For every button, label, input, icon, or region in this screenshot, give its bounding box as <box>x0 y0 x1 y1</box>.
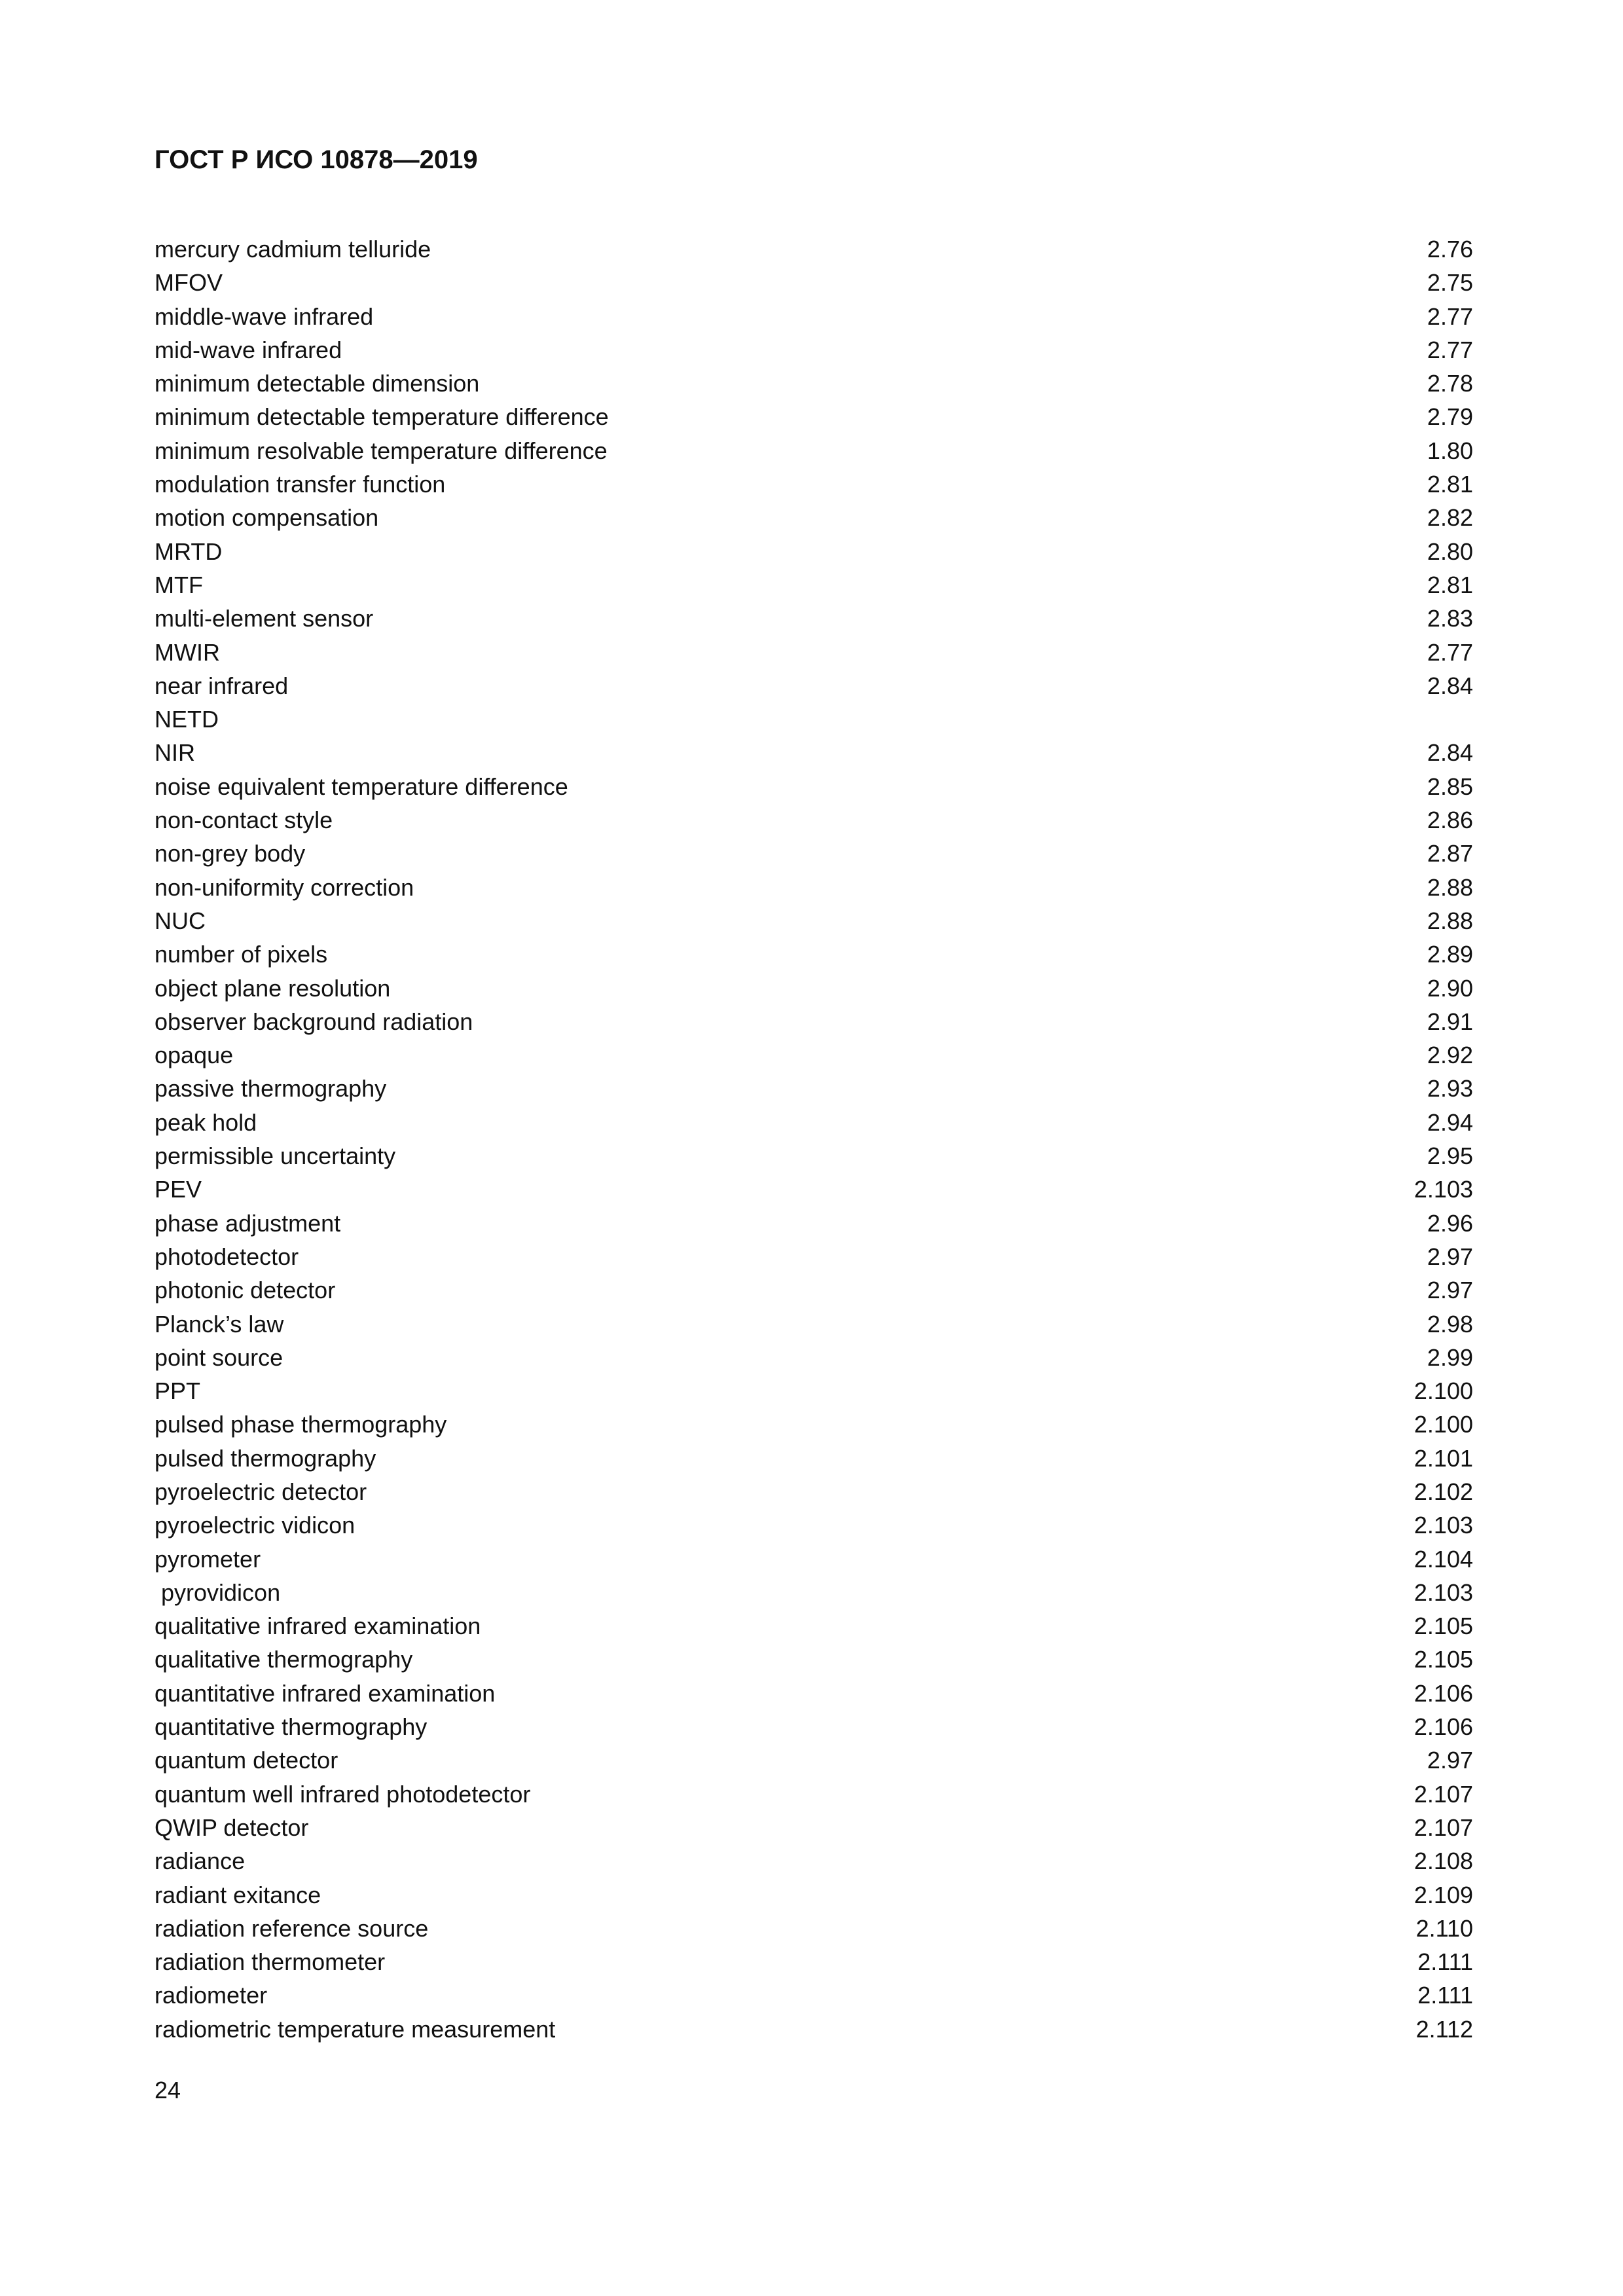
index-entry <box>155 501 1473 534</box>
index-entry <box>155 535 1473 568</box>
index-term: MFOV <box>155 269 223 297</box>
index-term: peak hold <box>155 1108 257 1136</box>
index-entry <box>155 871 1473 904</box>
index-term: QWIP detector <box>155 1813 309 1841</box>
index-term: PEV <box>155 1176 202 1203</box>
document-header: ГОСТ Р ИСО 10878—2019 <box>155 145 478 174</box>
index-term: radiant exitance <box>155 1881 321 1908</box>
index-term: quantum well infrared photodetector <box>155 1780 531 1808</box>
index-entry <box>155 1777 1473 1811</box>
index-reference: 2.102 <box>1413 1478 1473 1505</box>
index-term: mid-wave infrared <box>155 336 342 363</box>
index-reference: 2.93 <box>1427 1075 1473 1102</box>
index-term: Planck’s law <box>155 1310 284 1338</box>
index-entry <box>155 1442 1473 1475</box>
index-term: quantum detector <box>155 1747 338 1774</box>
index-reference: 2.78 <box>1427 370 1473 397</box>
index-entry <box>155 1542 1473 1576</box>
index-reference: 2.85 <box>1427 773 1473 800</box>
index-reference: 2.90 <box>1427 974 1473 1002</box>
index-entry <box>155 770 1473 803</box>
index-reference: 2.106 <box>1413 1713 1473 1741</box>
index-reference: 2.88 <box>1427 907 1473 934</box>
index-term: MRTD <box>155 538 223 565</box>
index-term: minimum resolvable temperature difference <box>155 437 608 464</box>
index-term: photonic detector <box>155 1277 336 1304</box>
index-reference: 2.91 <box>1427 1008 1473 1035</box>
index-term: quantitative thermography <box>155 1713 428 1741</box>
index-term: pyrometer <box>155 1545 261 1573</box>
index-reference: 2.77 <box>1427 302 1473 330</box>
index-term: radiance <box>155 1848 246 1875</box>
index-reference: 2.105 <box>1413 1613 1473 1640</box>
index-entry <box>155 300 1473 333</box>
index-term: phase adjustment <box>155 1209 341 1237</box>
index-reference: 2.112 <box>1415 2015 1473 2043</box>
index-reference: 2.96 <box>1427 1209 1473 1237</box>
index-term: pyrovidicon <box>155 1578 281 1606</box>
index-term: point source <box>155 1343 283 1371</box>
index-entry <box>155 467 1473 501</box>
index-entry <box>155 1408 1473 1441</box>
index-entry <box>155 837 1473 870</box>
index-entry <box>155 803 1473 837</box>
index-term: qualitative thermography <box>155 1646 413 1673</box>
index-reference: 2.103 <box>1413 1512 1473 1539</box>
index-reference: 2.104 <box>1413 1545 1473 1573</box>
index-reference: 2.81 <box>1427 571 1473 598</box>
index-term: object plane resolution <box>155 974 391 1002</box>
index-reference: 2.103 <box>1413 1176 1473 1203</box>
index-entry <box>155 1609 1473 1643</box>
index-entry <box>155 1945 1473 1978</box>
index-term: observer background radiation <box>155 1008 473 1035</box>
index-reference: 2.94 <box>1427 1108 1473 1136</box>
index-reference: 2.98 <box>1427 1310 1473 1338</box>
index-reference: 2.107 <box>1413 1813 1473 1841</box>
index-reference: 2.95 <box>1427 1142 1473 1170</box>
index-term: radiometer <box>155 1982 268 2009</box>
index-term: multi-element sensor <box>155 605 374 632</box>
index-term: PPT <box>155 1377 201 1405</box>
index-entry <box>155 1710 1473 1743</box>
index-reference: 2.77 <box>1427 638 1473 666</box>
index-term: non-contact style <box>155 807 333 834</box>
index-entry <box>155 1475 1473 1508</box>
index-entry <box>155 736 1473 769</box>
index-entry <box>155 2013 1473 2046</box>
index-entry <box>155 1978 1473 2012</box>
index-entry <box>155 1273 1473 1307</box>
index-term: MTF <box>155 571 203 598</box>
index-term: NIR <box>155 739 195 767</box>
index-term: NUC <box>155 907 206 934</box>
index-term: number of pixels <box>155 941 328 968</box>
index-term: mercury cadmium telluride <box>155 236 431 263</box>
index-reference: 2.99 <box>1427 1343 1473 1371</box>
index-term: permissible uncertainty <box>155 1142 396 1170</box>
index-reference: 2.109 <box>1413 1881 1473 1908</box>
index-reference: 2.88 <box>1427 873 1473 901</box>
index-reference: 2.92 <box>1427 1042 1473 1069</box>
index-entry <box>155 1912 1473 1945</box>
index-reference: 1.80 <box>1427 437 1473 464</box>
index-entry <box>155 1811 1473 1844</box>
index-reference: 2.79 <box>1427 403 1473 431</box>
index-entry <box>155 232 1473 266</box>
index-entry <box>155 367 1473 400</box>
index-term: middle-wave infrared <box>155 302 374 330</box>
index-entry <box>155 1576 1473 1609</box>
index-term: radiometric temperature measurement <box>155 2015 556 2043</box>
index-reference: 2.97 <box>1427 1243 1473 1270</box>
index-entry <box>155 266 1473 299</box>
index-reference: 2.84 <box>1427 739 1473 767</box>
index-term: pulsed thermography <box>155 1444 376 1472</box>
index-entry <box>155 1240 1473 1273</box>
index-entry <box>155 1878 1473 1912</box>
index-reference: 2.97 <box>1427 1277 1473 1304</box>
index-reference: 2.80 <box>1427 538 1473 565</box>
index-entry <box>155 1677 1473 1710</box>
term-index-list <box>155 232 1473 2046</box>
index-entry <box>155 1374 1473 1408</box>
index-entry <box>155 1341 1473 1374</box>
index-entry <box>155 1072 1473 1105</box>
index-entry <box>155 1307 1473 1341</box>
index-reference: 2.76 <box>1427 236 1473 263</box>
index-reference: 2.84 <box>1427 672 1473 699</box>
index-entry <box>155 568 1473 602</box>
index-entry <box>155 1844 1473 1878</box>
index-term: noise equivalent temperature difference <box>155 773 568 800</box>
index-reference: 2.97 <box>1427 1747 1473 1774</box>
index-entry <box>155 1643 1473 1676</box>
index-reference: 2.110 <box>1415 1914 1473 1942</box>
index-entry <box>155 1508 1473 1542</box>
index-reference: 2.100 <box>1413 1377 1473 1405</box>
index-entry <box>155 1038 1473 1072</box>
index-term: radiation thermometer <box>155 1948 386 1976</box>
index-entry <box>155 434 1473 467</box>
index-entry <box>155 333 1473 367</box>
index-reference: 2.86 <box>1427 807 1473 834</box>
index-reference: 2.77 <box>1427 336 1473 363</box>
index-term: non-grey body <box>155 840 306 867</box>
index-term: pyroelectric vidicon <box>155 1512 356 1539</box>
index-entry <box>155 1106 1473 1139</box>
index-entry <box>155 636 1473 669</box>
index-entry <box>155 938 1473 971</box>
index-reference: 2.105 <box>1413 1646 1473 1673</box>
index-term: pulsed phase thermography <box>155 1411 447 1438</box>
index-term: NETD <box>155 706 219 733</box>
index-reference: 2.111 <box>1417 1982 1473 2009</box>
index-term: modulation transfer function <box>155 471 446 498</box>
index-term: non-uniformity correction <box>155 873 414 901</box>
index-term: passive thermography <box>155 1075 387 1102</box>
index-reference: 2.81 <box>1427 471 1473 498</box>
index-entry <box>155 1173 1473 1206</box>
index-term: minimum detectable temperature difference <box>155 403 609 431</box>
index-entry <box>155 904 1473 938</box>
index-entry <box>155 1005 1473 1038</box>
index-term: quantitative infrared examination <box>155 1679 496 1707</box>
index-reference: 2.87 <box>1427 840 1473 867</box>
index-reference: 2.83 <box>1427 605 1473 632</box>
index-entry <box>155 972 1473 1005</box>
index-entry <box>155 702 1473 736</box>
index-entry <box>155 1743 1473 1777</box>
index-entry <box>155 1139 1473 1173</box>
index-entry <box>155 1207 1473 1240</box>
index-reference: 2.75 <box>1427 269 1473 297</box>
index-reference: 2.103 <box>1413 1578 1473 1606</box>
index-term: qualitative infrared examination <box>155 1613 481 1640</box>
index-reference: 2.82 <box>1427 504 1473 532</box>
index-reference: 2.106 <box>1413 1679 1473 1707</box>
index-entry <box>155 400 1473 433</box>
index-reference: 2.108 <box>1413 1848 1473 1875</box>
index-reference: 2.107 <box>1413 1780 1473 1808</box>
index-reference: 2.111 <box>1417 1948 1473 1976</box>
index-term: near infrared <box>155 672 289 699</box>
index-term: photodetector <box>155 1243 299 1270</box>
index-term: pyroelectric detector <box>155 1478 367 1505</box>
index-term: motion compensation <box>155 504 379 532</box>
index-reference: 2.101 <box>1413 1444 1473 1472</box>
index-term: MWIR <box>155 638 220 666</box>
page-number: 24 <box>155 2077 181 2104</box>
index-term: opaque <box>155 1042 234 1069</box>
index-term: minimum detectable dimension <box>155 370 480 397</box>
index-reference: 2.89 <box>1427 941 1473 968</box>
index-entry <box>155 602 1473 635</box>
index-reference: 2.100 <box>1413 1411 1473 1438</box>
index-entry <box>155 669 1473 702</box>
index-term: radiation reference source <box>155 1914 429 1942</box>
